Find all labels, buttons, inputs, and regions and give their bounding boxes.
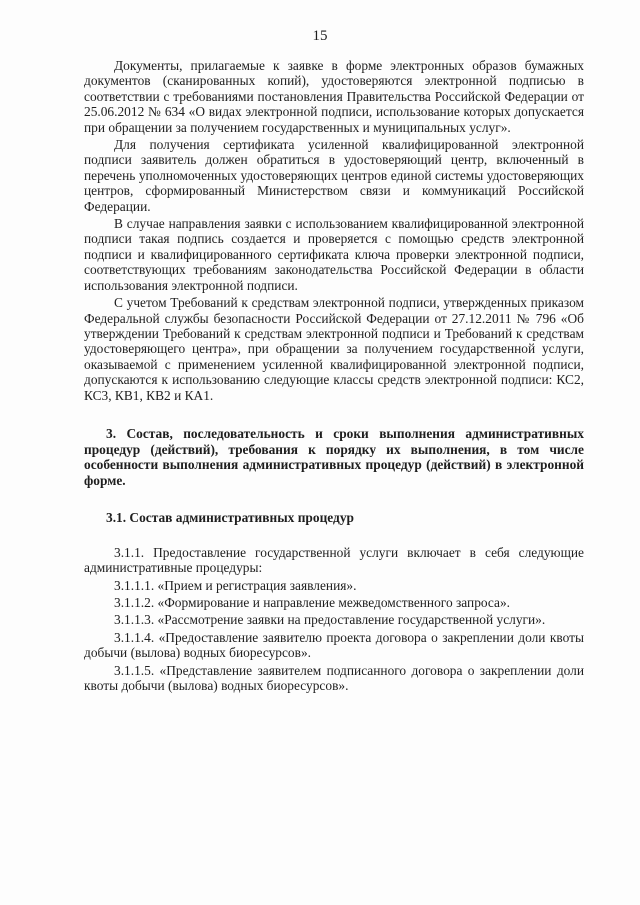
document-body	[84, 58, 584, 695]
sub-heading: 3.1. Состав административных процедур	[106, 510, 354, 526]
list-item: 3.1.1.4. «Предоставление заявителю проекта договора о закреплении доли квоты добычи (вылова) водных биоресурсов».	[84, 629, 584, 661]
section-heading: 3. Состав, последовательность и сроки выполнения административных процедур (действий), требования к порядку их выполнения, в том числе особенности выполнения административных процедур (действий) в электронной форме.	[84, 425, 584, 488]
list-item: 3.1.1.3. «Рассмотрение заявки на предоставление государственной услуги».	[114, 612, 546, 628]
list-item: 3.1.1.2. «Формирование и направление межведомственного запроса».	[114, 594, 511, 610]
list-item: 3.1.1.1. «Прием и регистрация заявления».	[114, 577, 357, 593]
paragraph-electronic-documents: Документы, прилагаемые к заявке в форме электронных образов бумажных документов (сканированных копий), удостоверяются электронной подписью в соответствии с требованиями постановления Правительства Российской Федерации от 25.06.2012 № 634 «О видах электронной подписи, использование которых допускается при обращении за получением государственных и муниципальных услуг».	[84, 58, 584, 135]
list-item: 3.1.1. Предоставление государственной услуги включает в себя следующие административные процедуры:	[84, 544, 584, 576]
paragraph-signature-requirements: С учетом Требований к средствам электронной подписи, утвержденных приказом Федеральной службы безопасности Российской Федерации от 27.12.2011 № 796 «Об утверждении Требований к средствам электронной подписи и Требований к средствам удостоверяющего центра», при обращении за получением государственной услуги, оказываемой с применением усиленной квалифицированной электронной подписи, допускаются к использованию следующие классы средств электронной подписи: КС2, КС3, КВ1, КВ2 и КА1.	[84, 295, 584, 403]
list-item: 3.1.1.5. «Представление заявителем подписанного договора о закреплении доли квоты добычи (вылова) водных биоресурсов».	[84, 662, 584, 693]
page-number: 15	[312, 28, 328, 44]
paragraph-certificate: Для получения сертификата усиленной квалифицированной электронной подписи заявитель должен обратиться в удостоверяющий центр, включенный в перечень уполномоченных удостоверяющих центров единой системы удостоверяющих центров, сформированный Министерством связи и коммуникаций Российской Федерации.	[84, 137, 584, 214]
paragraph-qualified-signature: В случае направления заявки с использованием квалифицированной электронной подписи такая подпись создается и проверяется с помощью средств электронной подписи и квалифицированного сертификата ключа проверки электронной подписи, соответствующих требованиям законодательства Российской Федерации в области использования электронной подписи.	[84, 216, 584, 293]
